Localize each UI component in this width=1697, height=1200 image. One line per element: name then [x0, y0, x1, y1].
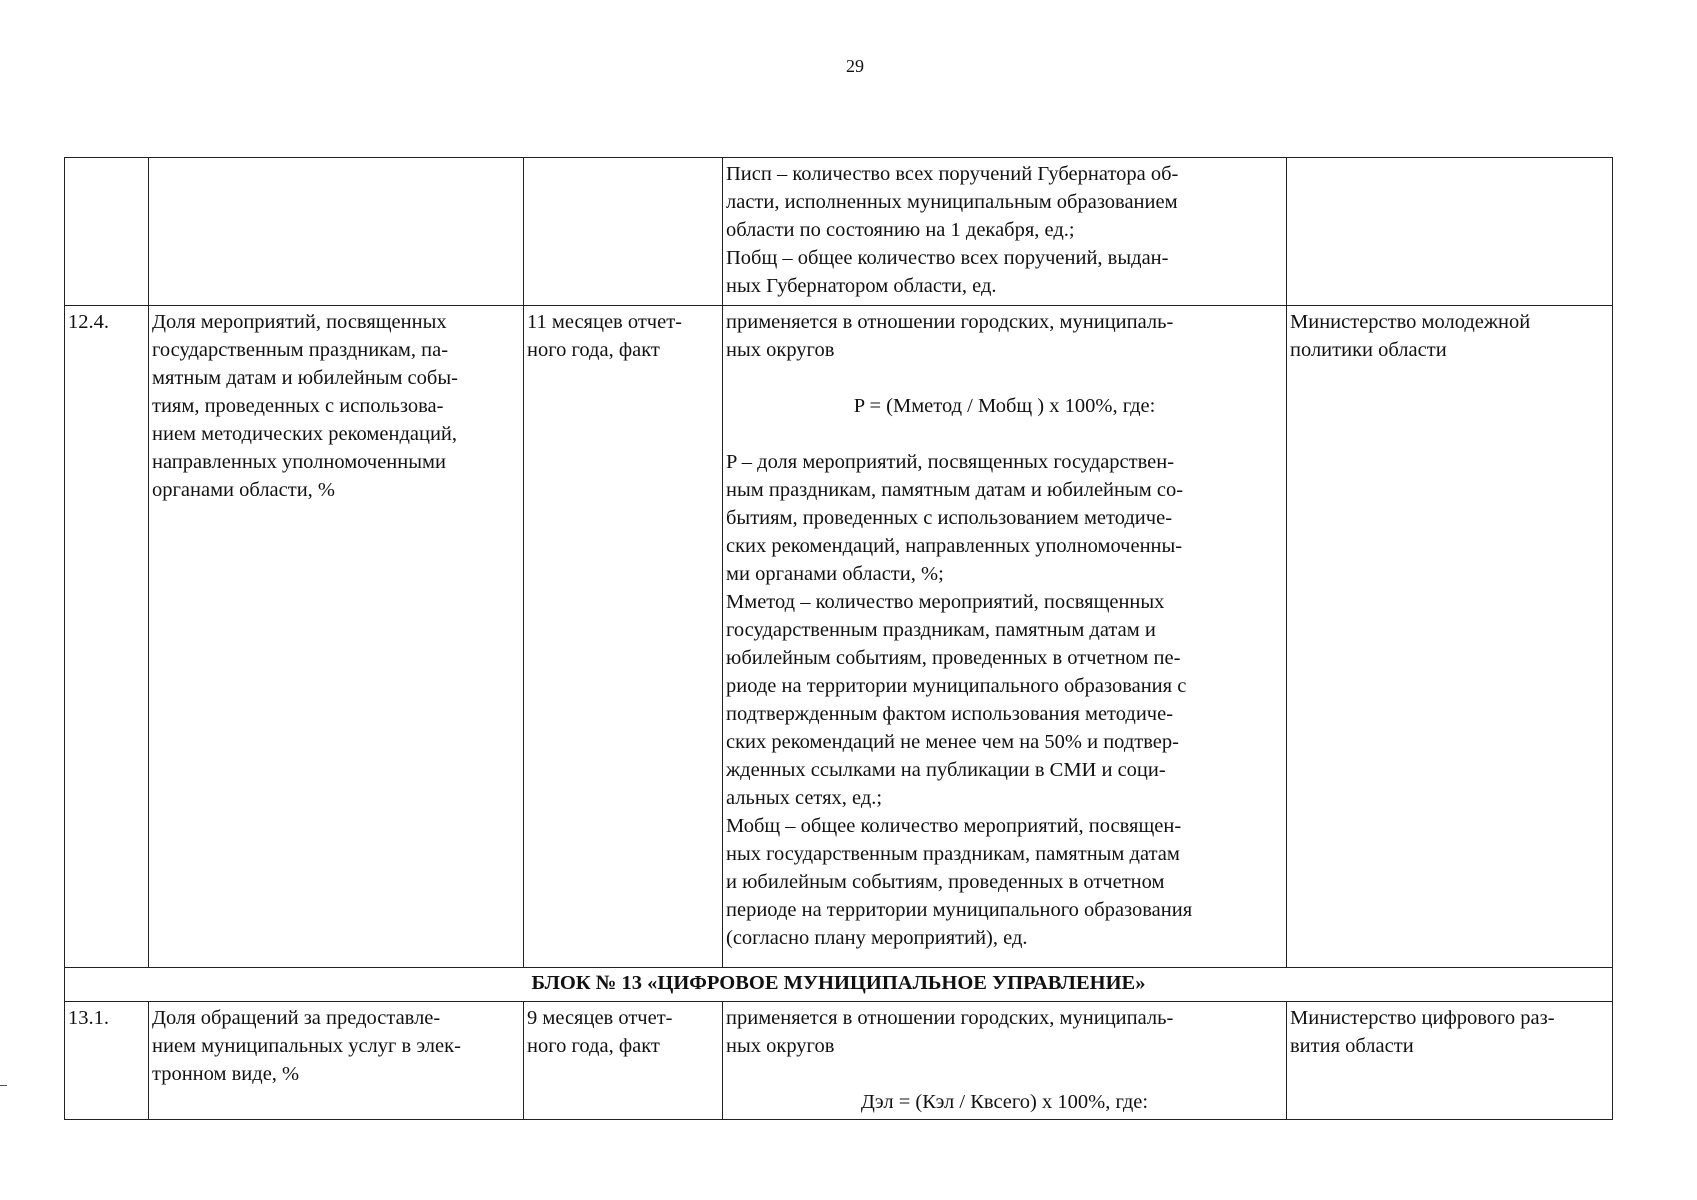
definition-line: периоде на территории муниципального образования [726, 899, 1193, 921]
definition-line: ских рекомендаций, направленных уполномоченны- [726, 535, 1183, 557]
definition-line: Мобщ – общее количество мероприятий, посвящен- [726, 815, 1182, 837]
page-number: 29 [846, 56, 864, 76]
period-line: 9 месяцев отчет- [527, 1007, 673, 1029]
period-line: ного года, факт [527, 1035, 660, 1057]
cell-method [723, 1002, 1287, 1120]
method-line: области по состоянию на 1 декабря, ед.; [726, 219, 1075, 241]
indicator-line: мятным датам и юбилейным собы- [152, 367, 458, 389]
scan-margin-mark [0, 1085, 7, 1086]
applicability-line: применяется в отношении городских, муниципаль- [726, 1007, 1174, 1029]
definition-line: альных сетях, ед.; [726, 787, 883, 809]
definition-line: ных государственным праздникам, памятным датам [726, 843, 1180, 865]
cell-period [524, 158, 723, 306]
cell-period [524, 306, 723, 968]
applicability-line: ных округов [726, 1035, 835, 1057]
formula: P = (Мметод / Мобщ ) х 100%, где: [853, 395, 1156, 417]
indicator-line: нием методических рекомендаций, [152, 423, 458, 445]
formula: Дэл = (Кэл / Квсего) х 100%, где: [860, 1091, 1149, 1113]
table-row-13-1 [65, 1002, 1613, 1120]
cell-method [723, 306, 1287, 968]
cell-period [524, 1002, 723, 1120]
definition-line: и юбилейным событиям, проведенных в отчетном [726, 871, 1165, 893]
cell-responsible [1287, 306, 1613, 968]
cell-number [65, 306, 149, 968]
responsible-line: политики области [1290, 339, 1447, 361]
indicator-line: органами области, % [152, 479, 335, 501]
period-line: 11 месяцев отчет- [527, 311, 682, 333]
indicator-line: направленных уполномоченными [152, 451, 446, 473]
table-row-continuation [65, 158, 1613, 306]
cell-indicator [149, 1002, 524, 1120]
indicator-line: Доля мероприятий, посвященных [152, 311, 447, 333]
table-row-12-4 [65, 306, 1613, 968]
method-line: Писп – количество всех поручений Губернатора об- [726, 163, 1179, 185]
cell-responsible [1287, 1002, 1613, 1120]
definition-line: риоде на территории муниципального образования с [726, 675, 1187, 697]
responsible-line: Министерство цифрового раз- [1290, 1007, 1555, 1029]
cell-number [65, 1002, 149, 1120]
method-line: Побщ – общее количество всех поручений, выдан- [726, 247, 1169, 269]
cell-indicator [149, 306, 524, 968]
definition-line: юбилейным событиям, проведенных в отчетном пе- [726, 647, 1181, 669]
definition-line: ным праздникам, памятным датам и юбилейным со- [726, 479, 1184, 501]
definition-line: бытиям, проведенных с использованием методиче- [726, 507, 1173, 529]
definition-line: подтвержденным фактом использования методиче- [726, 703, 1174, 725]
responsible-line: Министерство молодежной [1290, 311, 1531, 333]
indicator-line: государственным праздникам, па- [152, 339, 449, 361]
definition-line: Мметод – количество мероприятий, посвященных [726, 591, 1165, 613]
definition-line: ских рекомендаций не менее чем на 50% и подтвер- [726, 731, 1179, 753]
period-line: ного года, факт [527, 339, 660, 361]
indicator-line: тиям, проведенных с использова- [152, 395, 444, 417]
row-number: 12.4. [68, 311, 109, 333]
definition-line: P – доля мероприятий, посвященных государствен- [726, 451, 1175, 473]
definition-line: (согласно плану мероприятий), ед. [726, 927, 1028, 949]
definition-line: ми органами области, %; [726, 563, 944, 585]
responsible-line: вития области [1290, 1035, 1414, 1057]
definition-line: государственным праздникам, памятным датам и [726, 619, 1156, 641]
cell-responsible [1287, 158, 1613, 306]
cell-indicator [149, 158, 524, 306]
definition-line: жденных ссылками на публикации в СМИ и соци- [726, 759, 1166, 781]
method-line: ласти, исполненных муниципальным образованием [726, 191, 1178, 213]
indicator-line: тронном виде, % [152, 1063, 300, 1085]
method-line: ных Губернатором области, ед. [726, 275, 997, 297]
block-heading: БЛОК № 13 «ЦИФРОВОЕ МУНИЦИПАЛЬНОЕ УПРАВЛЕНИЕ» [65, 968, 1613, 1002]
applicability-line: ных округов [726, 339, 835, 361]
cell-number [65, 158, 149, 306]
indicators-table [64, 157, 1613, 1120]
row-number: 13.1. [68, 1007, 109, 1029]
cell-method [723, 158, 1287, 306]
indicator-line: нием муниципальных услуг в элек- [152, 1035, 461, 1057]
block-heading-row [65, 968, 1613, 1002]
applicability-line: применяется в отношении городских, муниципаль- [726, 311, 1174, 333]
indicator-line: Доля обращений за предоставле- [152, 1007, 441, 1029]
